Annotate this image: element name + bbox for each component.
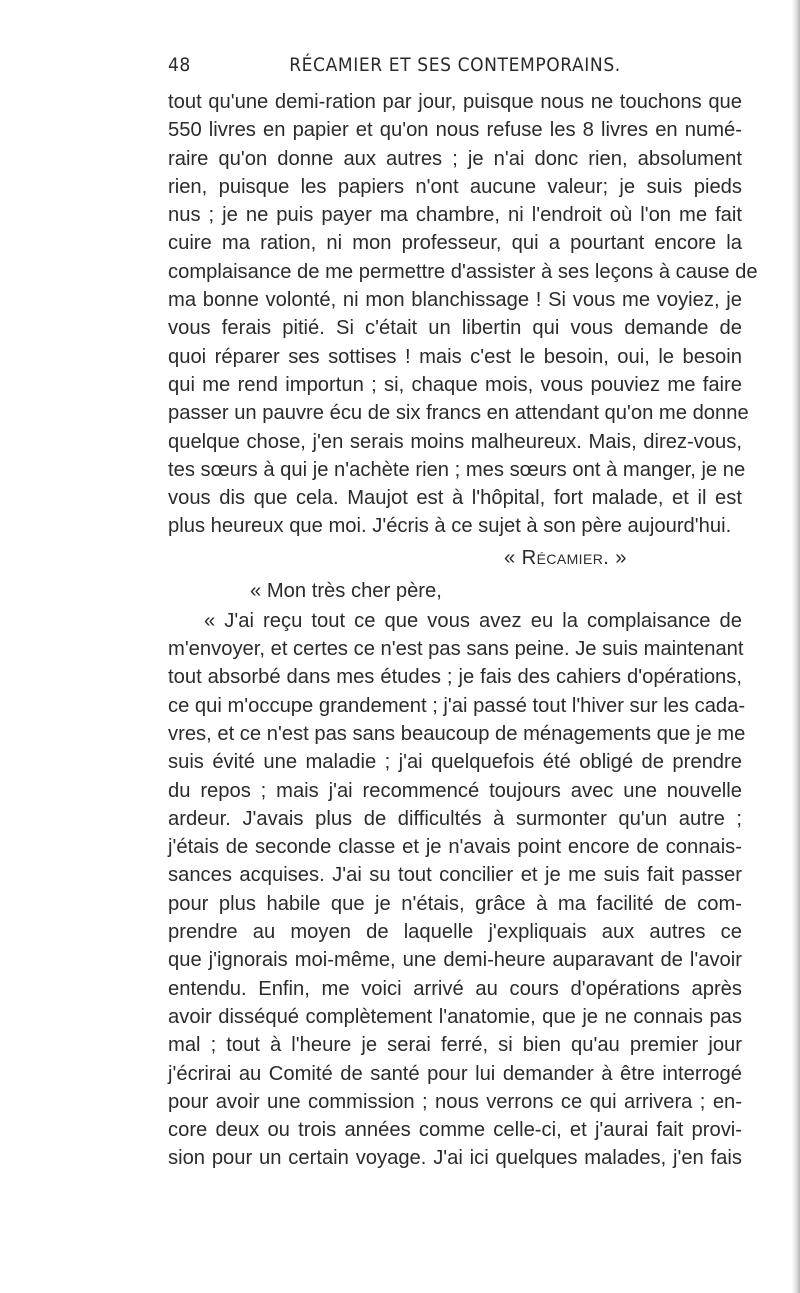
text-line: vres, et ce n'est pas sans beaucoup de ménagements que je me <box>168 722 746 745</box>
text-line: cuire ma ration, ni mon professeur, qui a pourtant encore la <box>168 232 742 255</box>
text-line: core deux ou trois années comme celle-ci, et j'aurai fait provi- <box>168 1119 742 1142</box>
text-line: entendu. Enfin, me voici arrivé au cours d'opérations après <box>168 977 742 1000</box>
text-line: tout absorbé dans mes études ; je fais des cahiers d'opérations, <box>168 666 742 689</box>
text-line: mal ; tout à l'heure je serai ferré, si bien qu'au premier jour <box>168 1034 742 1057</box>
text-line: plus heureux que moi. J'écris à ce sujet à son père aujourd'hui. <box>168 515 732 538</box>
text-line: tout qu'une demi-ration par jour, puisque nous ne touchons que <box>168 91 742 113</box>
text-line: j'écrirai au Comité de santé pour lui demander à être interrogé <box>168 1062 742 1085</box>
text-line: ma bonne volonté, ni mon blanchissage ! Si vous me voyiez, je <box>168 289 742 312</box>
text-line: quelque chose, j'en serais moins malheureux. Mais, direz-vous, <box>168 430 742 453</box>
body-text <box>168 88 758 1173</box>
text-line: ce qui m'occupe grandement ; j'ai passé tout l'hiver sur les cada- <box>168 694 746 717</box>
text-line: qui me rend importun ; si, chaque mois, vous pouviez me faire <box>168 373 742 396</box>
signature <box>168 541 742 575</box>
text-line: sion pour un certain voyage. J'ai ici quelques malades, j'en fais <box>168 1147 742 1170</box>
running-title: RÉCAMIER ET SES CONTEMPORAINS. <box>289 54 621 76</box>
text-line: pour plus habile que je n'étais, grâce à ma facilité de com- <box>168 892 742 915</box>
signature-open-quote: « <box>504 546 522 569</box>
text-line: quoi réparer ses sottises ! mais c'est le besoin, oui, le besoin <box>168 345 742 368</box>
signature-close-quote: . » <box>603 546 627 569</box>
text-line: prendre au moyen de laquelle j'expliquais aux autres ce <box>168 921 742 944</box>
text-line: suis évité une maladie ; j'ai quelquefois été obligé de prendre <box>168 751 742 774</box>
text-line: ardeur. J'avais plus de difficultés à surmonter qu'un autre ; <box>168 807 742 830</box>
text-line: nus ; je ne puis payer ma chambre, ni l'endroit où l'on me fait <box>168 204 742 227</box>
text-line: « J'ai reçu tout ce que vous avez eu la complaisance de <box>204 609 742 632</box>
text-line: que j'ignorais moi-même, une demi-heure auparavant de l'avoir <box>168 949 742 972</box>
text-line: sances acquises. J'ai su tout concilier et je me suis fait passer <box>168 864 742 887</box>
letter-first-paragraph <box>168 88 758 541</box>
text-line: vous ferais pitié. Si c'était un libertin qui vous demande de <box>168 317 742 340</box>
text-line: m'envoyer, et certes ce n'est pas sans peine. Je suis maintenant <box>168 638 744 661</box>
text-line: pour avoir une commission ; nous verrons ce qui arrivera ; en- <box>168 1090 742 1113</box>
signature-name: Récamier <box>521 546 604 569</box>
salutation: « Mon très cher père, <box>250 579 442 602</box>
text-line: du repos ; mais j'ai recommencé toujours avec une nouvelle <box>168 779 742 802</box>
text-line: raire qu'on donne aux autres ; je n'ai donc rien, absolument <box>168 147 742 170</box>
text-line: rien, puisque les papiers n'ont aucune valeur; je suis pieds <box>168 175 742 198</box>
text-line: complaisance de me permettre d'assister à ses leçons à cause de <box>168 260 758 283</box>
page-edge-shadow <box>792 0 800 1293</box>
text-line: vous dis que cela. Maujot est à l'hôpital, fort malade, et il est <box>168 487 742 510</box>
page-header <box>168 54 742 82</box>
text-line: passer un pauvre écu de six francs en attendant qu'on me donne <box>168 402 749 425</box>
text-line: tes sœurs à qui je n'achète rien ; mes sœurs ont à manger, je ne <box>168 458 746 481</box>
letter-second-paragraph <box>168 607 746 1173</box>
text-line: avoir disséqué complètement l'anatomie, que je ne connais pas <box>168 1005 742 1028</box>
page-number: 48 <box>168 54 191 76</box>
text-line: j'étais de seconde classe et je n'avais point encore de connais- <box>168 836 742 859</box>
text-line: 550 livres en papier et qu'on nous refuse les 8 livres en numé- <box>168 119 742 142</box>
